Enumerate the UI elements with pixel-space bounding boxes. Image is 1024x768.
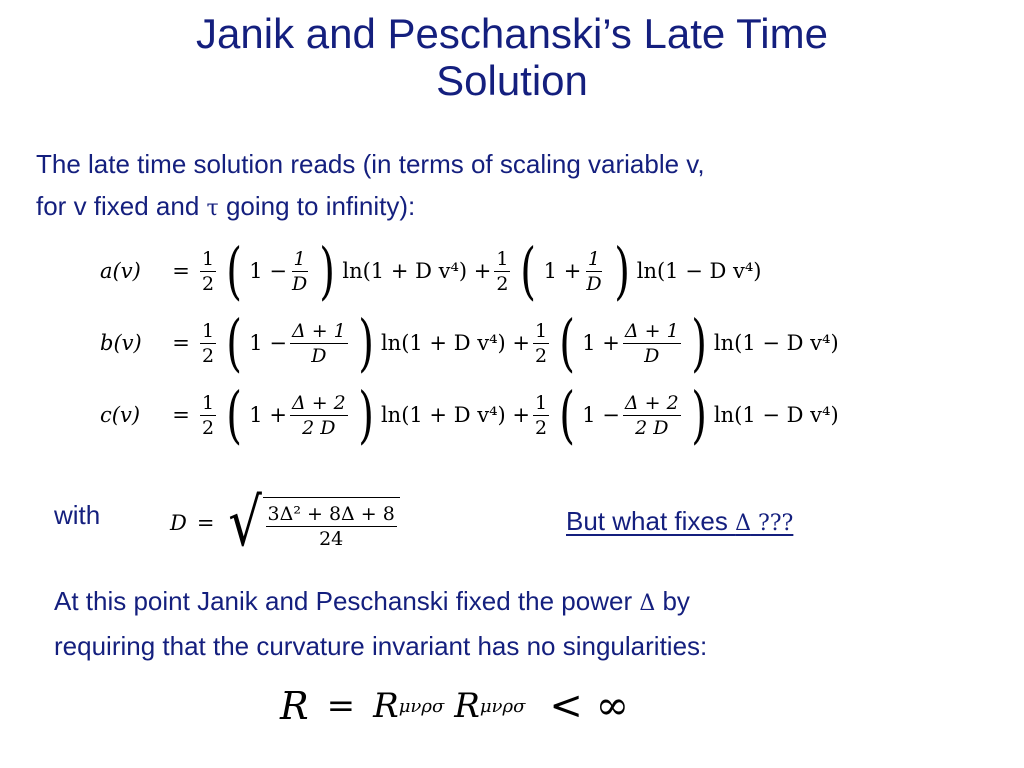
- fraction-denominator: D: [311, 344, 327, 367]
- slide-title: [0, 10, 1024, 104]
- log-term: ln(1 − D v⁴): [636, 259, 762, 283]
- fraction-denominator: 2: [202, 416, 215, 439]
- log-term: ln(1 + D v⁴) +: [380, 331, 530, 355]
- coefficient-fraction: [494, 247, 510, 296]
- left-paren: (: [226, 306, 243, 379]
- coefficient-fraction: [533, 319, 549, 368]
- log-term: ln(1 − D v⁴): [713, 331, 839, 355]
- fraction-numerator: 1: [293, 247, 306, 270]
- fraction-numerator: 1: [534, 319, 548, 342]
- right-paren: ): [357, 378, 374, 451]
- curvature-invariant-equation: [280, 676, 629, 736]
- fraction-numerator: 1: [202, 247, 215, 270]
- eq-sign: =: [172, 259, 190, 283]
- eq-sign: =: [172, 403, 190, 427]
- note-line-1: [54, 580, 707, 625]
- intro-line-2: [36, 185, 705, 230]
- right-paren: ): [690, 306, 707, 379]
- title-line-1: Janik and Peschanski’s Late Time: [196, 10, 828, 57]
- intro-line-1: The late time solution reads (in terms of scaling variable v,: [36, 149, 705, 179]
- term-sign: 1 +: [582, 331, 620, 355]
- left-paren: (: [520, 234, 537, 307]
- right-paren: ): [690, 378, 707, 451]
- riemann-lower: R: [373, 686, 399, 726]
- fraction-numerator: 1: [534, 391, 548, 414]
- fraction-numerator: 1: [496, 247, 509, 270]
- intro-line-2a: for v fixed and: [36, 191, 207, 221]
- eq-lhs: a(v): [100, 259, 141, 283]
- eq-lhs: c(v): [100, 403, 141, 427]
- d-denominator: 24: [319, 528, 344, 550]
- radicand: [263, 497, 400, 551]
- term-sign: 1 −: [582, 403, 620, 427]
- right-paren: ): [319, 234, 336, 307]
- term-fraction: [290, 391, 348, 440]
- d-definition: [170, 484, 400, 561]
- term-sign: 1 +: [543, 259, 582, 283]
- coefficient-fraction: [200, 391, 216, 440]
- fraction-denominator: 2: [496, 272, 509, 295]
- upper-indices: μνρσ: [479, 695, 526, 717]
- title-line-2: Solution: [436, 57, 588, 104]
- fraction-numerator: 1: [587, 247, 600, 270]
- delta-symbol: Δ: [735, 511, 751, 536]
- fraction-numerator: Δ + 2: [291, 391, 346, 414]
- term-sign: 1 −: [249, 331, 287, 355]
- fraction-denominator: 2 D: [635, 416, 669, 439]
- term-fraction: [290, 319, 348, 368]
- d-fraction: [266, 502, 397, 551]
- fraction-numerator: 1: [202, 391, 215, 414]
- intro-line-2b: going to infinity):: [218, 191, 416, 221]
- d-eq-sign: =: [196, 511, 215, 535]
- curvature-symbol: R: [280, 684, 309, 728]
- fraction-numerator: Δ + 1: [291, 319, 346, 342]
- lower-indices: μνρσ: [398, 695, 445, 717]
- link-text: But what fixes: [566, 506, 736, 536]
- log-term: ln(1 + D v⁴) +: [342, 259, 492, 283]
- term-fraction: [584, 247, 603, 296]
- coefficient-fraction: [200, 247, 216, 296]
- delta-symbol: Δ: [639, 591, 656, 616]
- log-term: ln(1 − D v⁴): [713, 403, 839, 427]
- right-paren: ): [357, 306, 374, 379]
- d-lhs: D: [170, 511, 187, 535]
- fraction-denominator: D: [291, 272, 308, 295]
- eq-sign: =: [172, 331, 190, 355]
- left-paren: (: [226, 378, 243, 451]
- with-label: with: [54, 500, 101, 530]
- note-line-1b: by: [655, 586, 690, 616]
- fraction-denominator: D: [586, 272, 602, 295]
- fraction-denominator: 2: [202, 272, 215, 295]
- term-fraction: [290, 247, 309, 296]
- riemann-upper: R: [454, 686, 480, 726]
- fraction-denominator: D: [644, 344, 660, 367]
- log-term: ln(1 + D v⁴) +: [380, 403, 530, 427]
- tau-symbol: τ: [206, 196, 219, 221]
- left-paren: (: [226, 234, 243, 307]
- note-line-1a: At this point Janik and Peschanski fixed the power: [54, 586, 640, 616]
- eq-lhs: b(v): [100, 331, 142, 355]
- equation-row: [100, 308, 839, 378]
- fraction-denominator: 2: [202, 344, 215, 367]
- fraction-denominator: 2 D: [302, 416, 336, 439]
- radical-sign: √: [228, 484, 263, 561]
- equation-row: [100, 236, 761, 306]
- right-paren: ): [613, 234, 630, 307]
- intro-text: [36, 143, 705, 230]
- term-fraction: [623, 319, 681, 368]
- term-fraction: [623, 391, 681, 440]
- fraction-denominator: 2: [534, 416, 548, 439]
- fraction-numerator: 1: [202, 319, 215, 342]
- coefficient-fraction: [533, 391, 549, 440]
- term-sign: 1 −: [249, 259, 287, 283]
- fraction-numerator: Δ + 1: [624, 319, 679, 342]
- note-text: [54, 580, 707, 667]
- left-paren: (: [559, 306, 576, 379]
- equation-row: [100, 380, 839, 450]
- invariant-eq-sign: =: [326, 686, 356, 726]
- fraction-numerator: Δ + 2: [624, 391, 679, 414]
- question-marks: ???: [750, 511, 794, 536]
- square-root: [224, 484, 399, 561]
- coefficient-fraction: [200, 319, 216, 368]
- what-fixes-delta-link[interactable]: [566, 506, 793, 537]
- note-line-2: requiring that the curvature invariant has no singularities:: [54, 631, 708, 661]
- fraction-denominator: 2: [534, 344, 548, 367]
- finite-bound: < ∞: [549, 683, 629, 729]
- left-paren: (: [559, 378, 576, 451]
- d-numerator: 3Δ² + 8Δ + 8: [267, 503, 395, 525]
- term-sign: 1 +: [249, 403, 287, 427]
